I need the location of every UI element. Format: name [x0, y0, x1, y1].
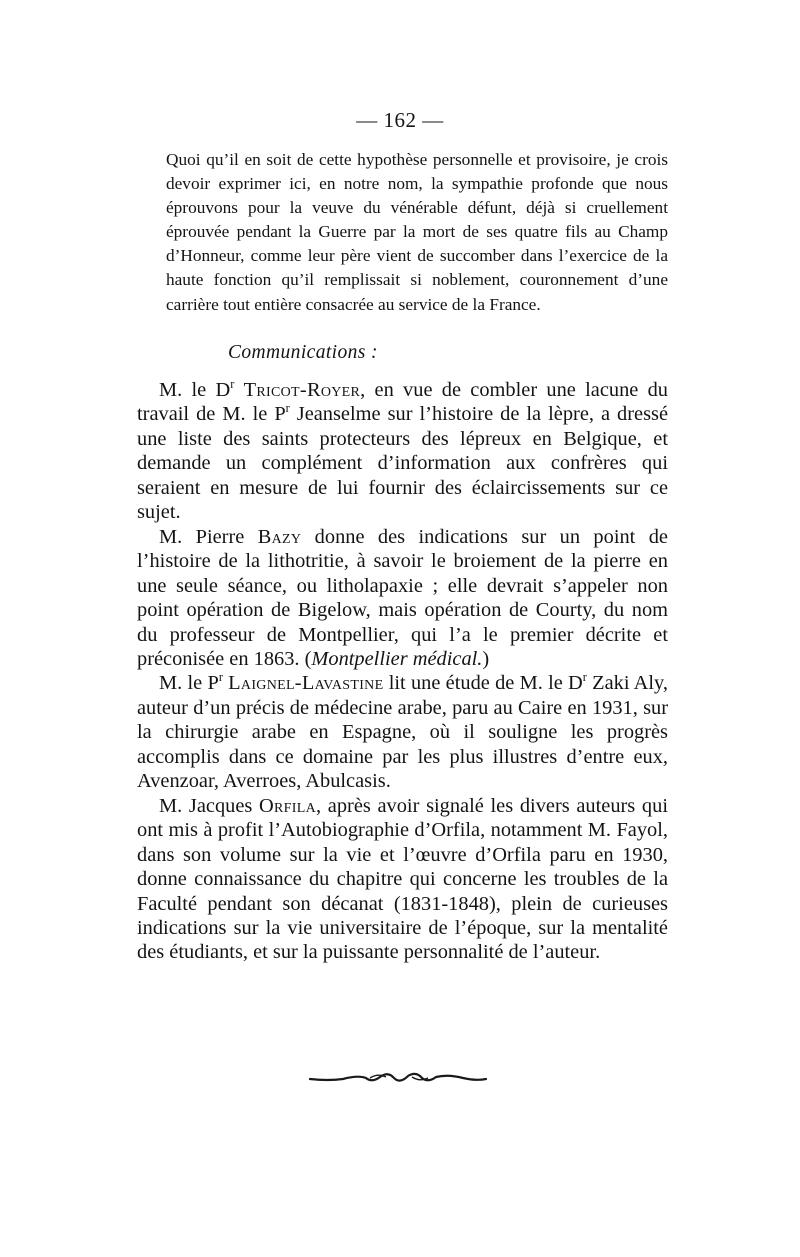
superscript: r: [218, 670, 223, 685]
communication-orfila: [137, 794, 668, 965]
section-heading: Communications :: [228, 342, 378, 363]
communication-laignel-lavastine: [137, 671, 668, 793]
text-fragment: M. Jacques: [159, 794, 260, 817]
text-fragment: M. le P: [159, 672, 219, 695]
intro-paragraph: [166, 148, 668, 317]
author-name: Bazy: [257, 525, 302, 548]
text-fragment: M. le D: [159, 379, 231, 401]
text-fragment: M. Pierre: [159, 525, 258, 548]
text-fragment: lit une étude de M. le D: [383, 672, 583, 695]
superscript: r: [582, 670, 587, 685]
text-fragment: Zaki Aly, auteur d’un précis de médecine arabe, paru au Caire en 1931, sur la chirurgie arabe en Espagne, où il souligne les progrès accomplis dans ce domaine par les plus illustres d’entre eux, Avenzoar, Averroes, Abulcasis.: [137, 672, 668, 793]
author-name: Laignel-Lavastine: [228, 672, 384, 695]
text-fragment: ): [482, 647, 490, 670]
communication-tricot-royer: [137, 378, 668, 525]
text-fragment: , en vue de combler une lacune du travail de M. le P: [137, 379, 668, 426]
superscript: r: [230, 377, 235, 392]
page-number: — 162 —: [356, 108, 444, 132]
text-fragment: Jeanselme sur l’histoire de la lèpre, a dressé une liste des saints protecteurs des lépreux en Belgique, et demande un complément d’information aux confrères qui seraient en mesure de lui fournir des éclaircissements sur ce sujet.: [137, 403, 668, 524]
author-name: Orfila: [259, 794, 316, 817]
text-fragment: , après avoir signalé les divers auteurs qui ont mis à profit l’Autobiographie d’Orfila, notamment M. Fayol, dans son volume sur la vie et l’œuvre d’Orfila paru en 1930, donne connaissance du chapitre qui concerne les troubles de la Faculté pendant son décanat (1831-1848), plein de curieuses indications sur la vie universitaire de l’époque, sur la mentalité des étudiants, et sur la puissante personnalité de l’auteur.: [137, 794, 668, 964]
text-fragment: donne des indications sur un point de l’histoire de la lithotritie, à savoir le broiement de la pierre en une seule séance, ou litholapaxie ; elle devrait s’appeler non point opération de Bigelow, mais opération de Courty, du nom du professeur de Montpellier, qui l’a le premier décrite et préconisée en 1863. (: [137, 525, 668, 670]
communications-list: [137, 378, 668, 965]
intro-text: Quoi qu’il en soit de cette hypothèse personnelle et provisoire, je crois devoir exprimer ici, en notre nom, la sympathie profonde que nous éprouvons pour la veuve du vénérable défunt, déjà si cruellement éprouvée pendant la Guerre par la mort de ses quatre fils au Champ d’Honneur, comme leur père vient de succomber dans l’exercice de la haute fonction qu’il remplissait si noblement, couronnement d’une carrière tout entière consacrée au service de la France.: [166, 150, 668, 314]
tailpiece-ornament: [308, 1068, 488, 1088]
communication-bazy: [137, 525, 668, 672]
citation-title: Montpellier médical.: [311, 647, 483, 670]
author-name: Tricot-Royer: [243, 379, 361, 401]
superscript: r: [285, 401, 290, 416]
